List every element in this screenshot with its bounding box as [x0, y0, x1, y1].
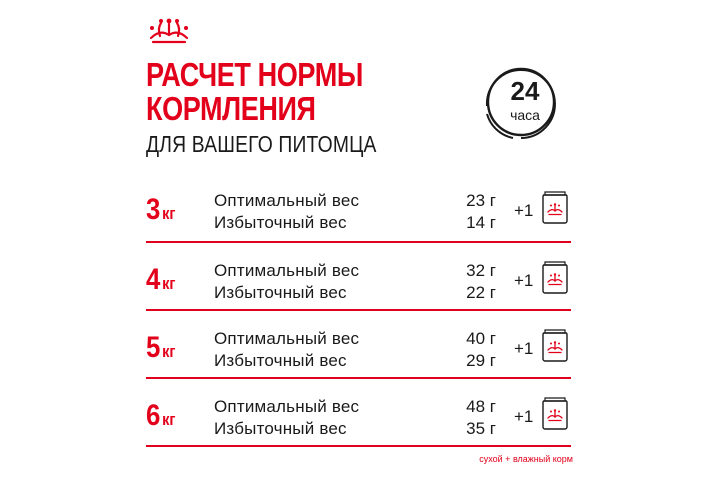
overweight-label: Избыточный вес [214, 419, 347, 438]
optimal-weight-label: Оптимальный вес [214, 261, 360, 280]
optimal-weight-label: Оптимальный вес [214, 397, 360, 416]
badge-unit: часа [510, 107, 540, 123]
wet-food-pouch-icon [542, 191, 568, 224]
overweight-label: Избыточный вес [214, 351, 347, 370]
optimal-weight-label: Оптимальный вес [214, 191, 360, 210]
optimal-amount: 48 г [466, 397, 496, 416]
footnote: сухой + влажный корм [479, 454, 573, 464]
pet-weight-unit: кг [162, 342, 176, 361]
row-divider [146, 377, 571, 379]
subtitle: ДЛЯ ВАШЕГО ПИТОМЦА [146, 131, 377, 157]
pet-weight [146, 333, 175, 363]
row-divider [146, 445, 571, 447]
pet-weight-unit: кг [162, 204, 176, 223]
extra-pouch-count: +1 [514, 339, 534, 358]
badge-value: 24 [510, 76, 540, 106]
wet-food-pouch-icon [542, 329, 568, 362]
extra-pouch-count: +1 [514, 271, 534, 290]
overweight-amount: 22 г [466, 283, 496, 302]
pet-weight-unit: кг [162, 274, 176, 293]
overweight-amount: 29 г [466, 351, 496, 370]
wet-food-pouch-icon [542, 397, 568, 430]
overweight-amount: 14 г [466, 213, 496, 232]
overweight-label: Избыточный вес [214, 213, 347, 232]
extra-pouch-count: +1 [514, 407, 534, 426]
pet-weight-unit: кг [162, 410, 176, 429]
optimal-amount: 32 г [466, 261, 496, 280]
pet-weight [146, 265, 175, 295]
overweight-amount: 35 г [466, 419, 496, 438]
pet-weight-value: 5 [146, 331, 161, 364]
pet-weight [146, 401, 175, 431]
pet-weight-value: 6 [146, 399, 161, 432]
pet-weight-value: 4 [146, 263, 161, 296]
crown-icon [147, 16, 191, 46]
wet-food-pouch-icon [542, 261, 568, 294]
row-divider [146, 241, 571, 243]
row-divider [146, 309, 571, 311]
optimal-weight-label: Оптимальный вес [214, 329, 360, 348]
pet-weight [146, 195, 175, 225]
extra-pouch-count: +1 [514, 201, 534, 220]
optimal-amount: 40 г [466, 329, 496, 348]
title-line-2: КОРМЛЕНИЯ [146, 90, 316, 127]
optimal-amount: 23 г [466, 191, 496, 210]
pet-weight-value: 3 [146, 193, 161, 226]
title-line-1: РАСЧЕТ НОРМЫ [146, 56, 363, 93]
overweight-label: Избыточный вес [214, 283, 347, 302]
